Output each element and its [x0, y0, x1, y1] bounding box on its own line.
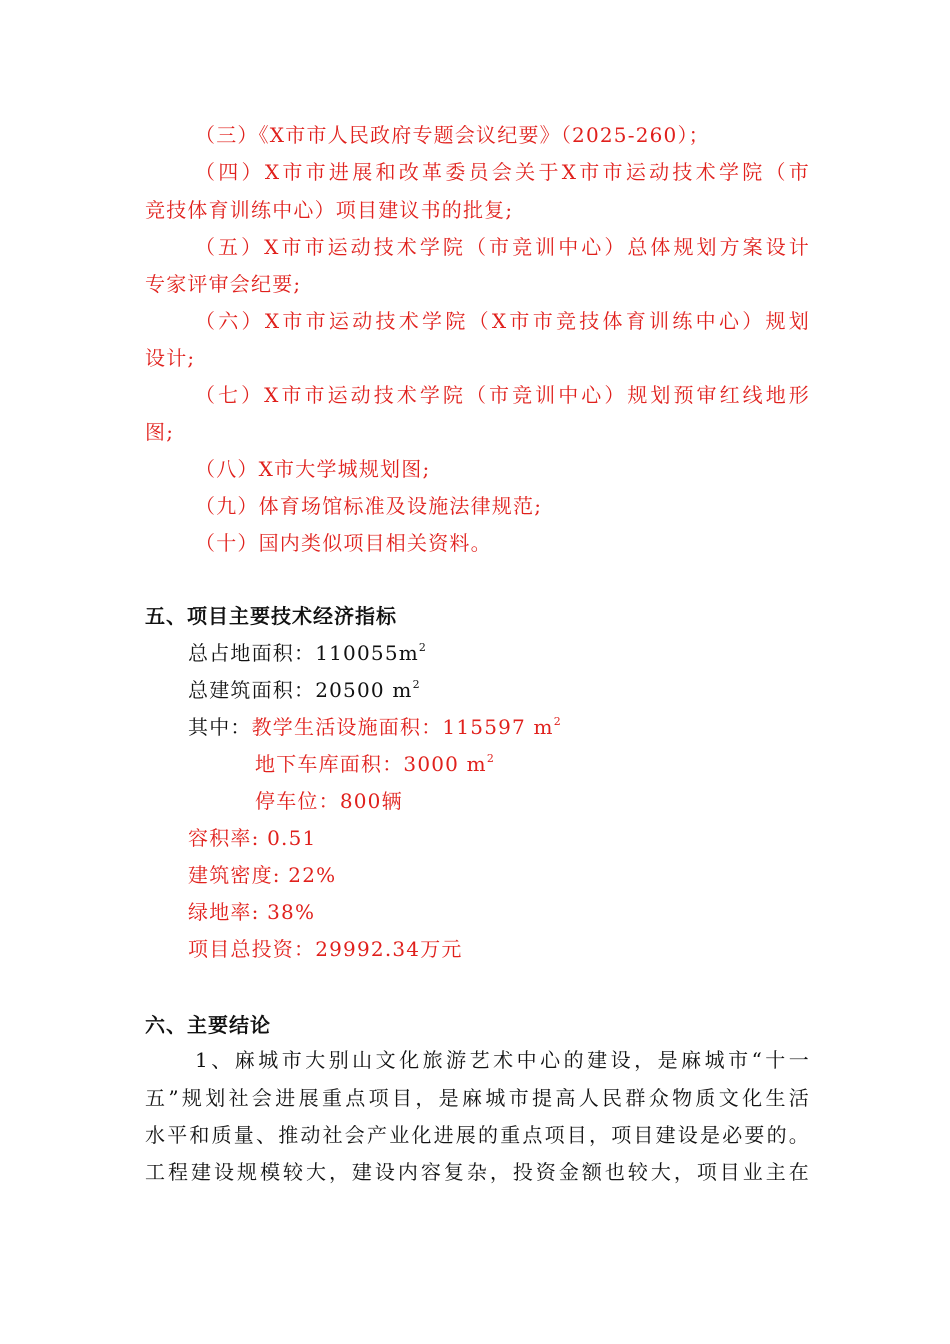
- parking-spaces: [255, 789, 810, 813]
- total-building-area: [188, 678, 853, 702]
- conclusion-line-1: 1、麻城市大别山文化旅游艺术中心的建设，是麻城市“十一: [195, 1048, 810, 1072]
- total-land-area-label: 总占地面积：: [188, 641, 316, 665]
- garage-area-unit-sup: 2: [486, 752, 496, 765]
- basis-item-8: （八）X市大学城规划图;: [195, 457, 431, 481]
- building-density: 建筑密度: 22%: [188, 863, 337, 887]
- green-ratio: 绿地率: 38%: [188, 900, 316, 924]
- basis-item-9: （九）体育场馆标准及设施法律规范;: [195, 494, 543, 518]
- basis-item-4: （四）X市市进展和改革委员会关于X市市运动技术学院（市: [195, 160, 810, 184]
- section5-title: 五、项目主要技术经济指标: [145, 604, 397, 628]
- garage-area: [255, 752, 810, 776]
- basis-item-6-cont: 设计;: [145, 346, 196, 370]
- total-land-area-value: 110055m: [315, 641, 419, 665]
- total-investment: 项目总投资：29992.34万元: [188, 937, 463, 961]
- among-row: [188, 715, 853, 739]
- among-label: 其中：: [188, 715, 252, 739]
- teaching-area-value: 115597 m: [442, 715, 554, 739]
- basis-item-7-cont: 图;: [145, 420, 175, 444]
- basis-item-7: （七）X市市运动技术学院（市竞训中心）规划预审红线地形: [195, 383, 810, 407]
- basis-item-10: （十）国内类似项目相关资料。: [195, 531, 492, 555]
- garage-area-label: 地下车库面积：: [255, 752, 404, 776]
- basis-item-4-cont: 竞技体育训练中心）项目建议书的批复;: [145, 198, 514, 222]
- basis-item-5: （五）X市市运动技术学院（市竞训中心）总体规划方案设计: [195, 235, 810, 259]
- teaching-area-label: 教学生活设施面积：: [251, 715, 443, 739]
- parking-value: 800辆: [339, 789, 403, 813]
- total-building-area-label: 总建筑面积：: [188, 678, 316, 702]
- total-land-area: [188, 641, 853, 665]
- teaching-area-unit-sup: 2: [553, 715, 562, 728]
- total-building-area-unit-sup: 2: [412, 678, 421, 691]
- floor-area-ratio: 容积率: 0.51: [188, 826, 317, 850]
- conclusion-line-3: 水平和质量、推动社会产业化进展的重点项目，项目建设是必要的。: [145, 1123, 810, 1147]
- garage-area-value: 3000 m: [403, 752, 487, 776]
- basis-item-5-cont: 专家评审会纪要;: [145, 272, 302, 296]
- parking-label: 停车位：: [255, 789, 340, 813]
- section6-title: 六、主要结论: [145, 1013, 271, 1037]
- total-building-area-value: 20500 m: [315, 678, 413, 702]
- conclusion-line-2: 五”规划社会进展重点项目，是麻城市提高人民群众物质文化生活: [145, 1086, 810, 1110]
- total-land-area-unit-sup: 2: [418, 641, 428, 654]
- basis-item-6: （六）X市市运动技术学院（X市市竞技体育训练中心）规划: [195, 309, 810, 333]
- conclusion-line-4: 工程建设规模较大，建设内容复杂，投资金额也较大，项目业主在: [145, 1160, 810, 1184]
- basis-item-3: （三）《X市市人民政府专题会议纪要》（2025-260）；: [195, 123, 710, 147]
